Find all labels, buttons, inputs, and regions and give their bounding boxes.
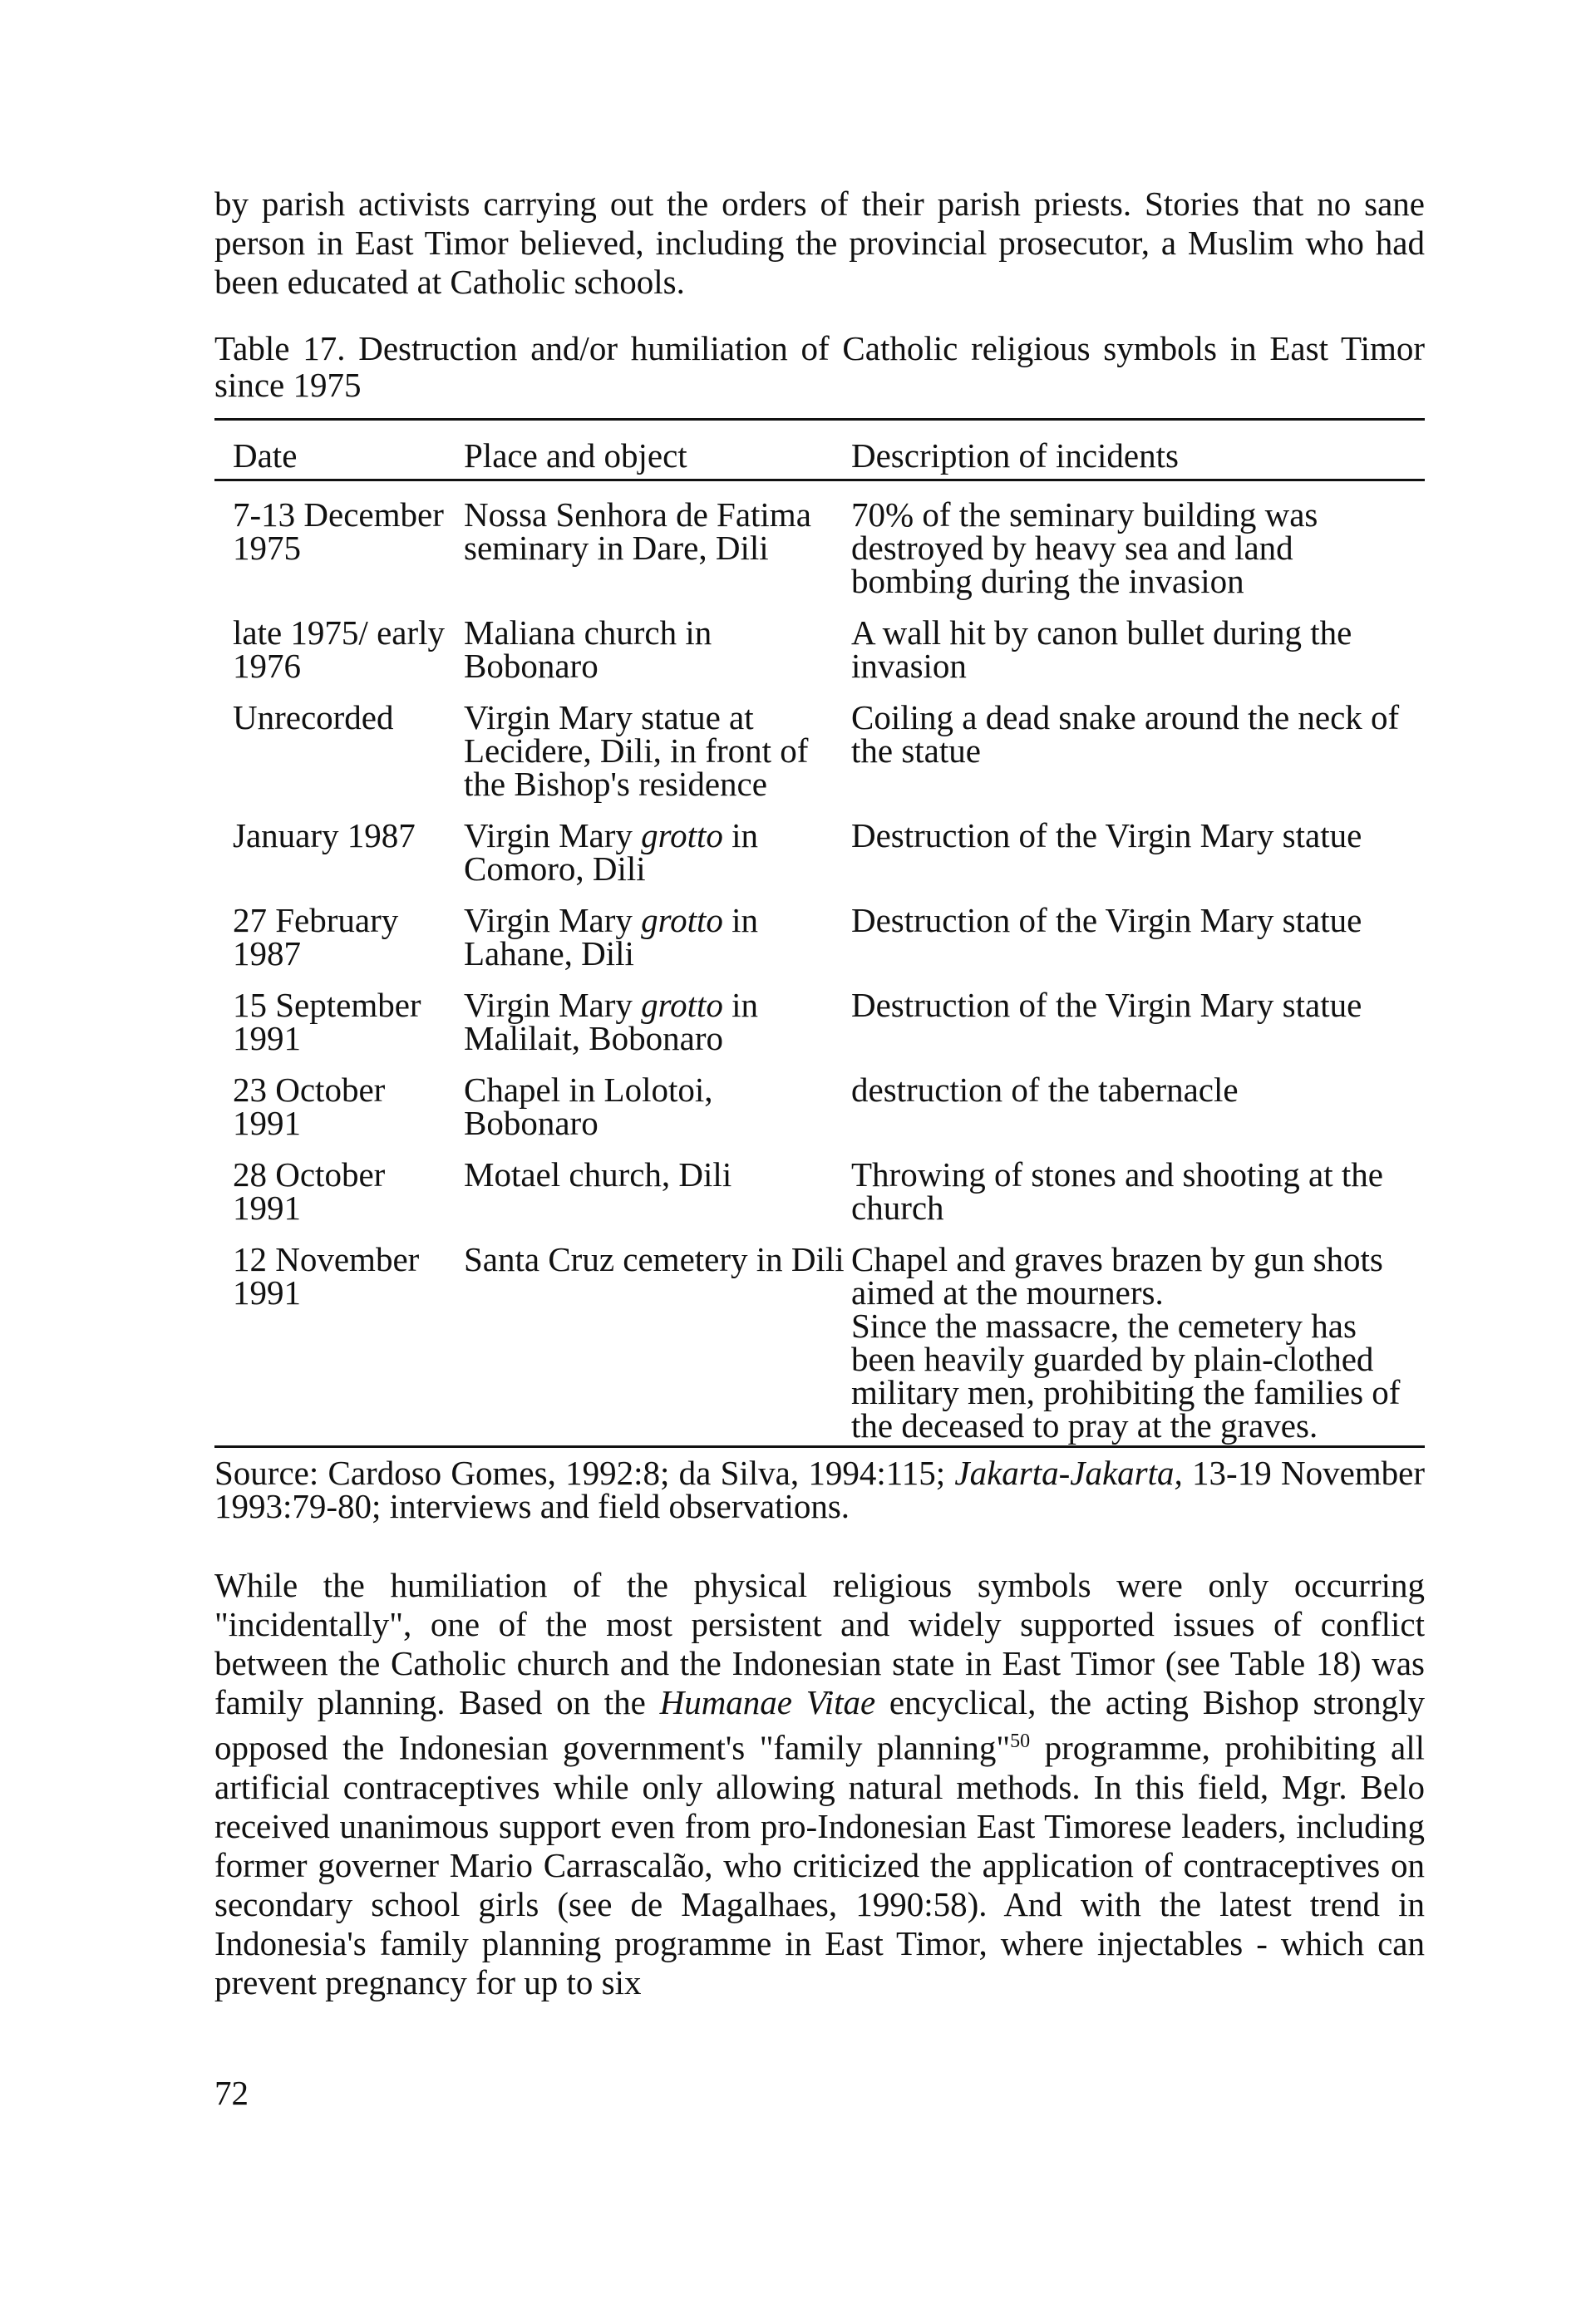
cell-description: 70% of the seminary building was destroyed by heavy sea and land bombing during the invasion — [851, 495, 1318, 600]
table-top-rule — [214, 418, 1425, 421]
cell-date: late 1975/ early 1976 — [233, 613, 446, 685]
page-number: 72 — [214, 2074, 249, 2112]
table-header-rule — [214, 479, 1425, 481]
footnote-marker: 50 — [1010, 1731, 1031, 1752]
cell-date: 15 September 1991 — [233, 986, 421, 1057]
table-row — [214, 1158, 1425, 1243]
table-source — [214, 1456, 1425, 1523]
page-content — [214, 185, 1425, 2002]
cell-description: Destruction of the Virgin Mary statue — [851, 986, 1362, 1024]
cell-place — [464, 903, 851, 988]
place-suffix: in Malilait, Bobonaro — [464, 986, 759, 1057]
body-part-3: programme, prohibiting all artificial contraceptives while only allowing natural methods. In this field, Mgr. Belo received unanimous support even from pro-Indonesian East Timorese leaders, including former governer Mario Carrascalão, who criticized the application of contraceptives on secondary school girls (see de Magalhaes, 1990:58). And with the latest trend in Indonesia's family planning programme in East Timor, where injectables - which can prevent pregnancy for up to six — [214, 1728, 1426, 2001]
table-row — [214, 988, 1425, 1073]
place-prefix: Virgin Mary — [464, 986, 633, 1024]
cell-place: Virgin Mary statue at Lecidere, Dili, in front of the Bishop's residence — [464, 698, 809, 803]
cell-place: Motael church, Dili — [464, 1155, 732, 1194]
cell-place: Nossa Senhora de Fatima seminary in Dare, Dili — [464, 495, 811, 567]
cell-place — [464, 816, 851, 903]
cell-description: A wall hit by canon bullet during the invasion — [851, 613, 1352, 685]
table-row — [214, 616, 1425, 701]
source-italic: Jakarta-Jakarta, — [954, 1454, 1183, 1492]
body-paragraph — [214, 1566, 1425, 2002]
header-description: Description of incidents — [851, 436, 1179, 475]
table-row — [214, 1243, 1425, 1445]
table-header-row — [214, 439, 1425, 479]
table-bottom-rule — [214, 1445, 1425, 1448]
place-prefix: Virgin Mary — [464, 901, 633, 939]
cell-description: Destruction of the Virgin Mary statue — [851, 816, 1362, 854]
place-italic: grotto — [641, 901, 723, 939]
table-row — [214, 701, 1425, 819]
header-date: Date — [233, 436, 298, 475]
cell-date: 27 February 1987 — [233, 901, 399, 972]
incidents-table — [214, 436, 1425, 1445]
table-row — [214, 903, 1425, 988]
table-row — [214, 498, 1425, 616]
description-line: Since the massacre, the cemetery has been heavily guarded by plain-clothed military men, prohibiting the families of the deceased to pray at the graves. — [851, 1307, 1401, 1445]
cell-date: 7-13 December 1975 — [233, 495, 444, 567]
table-caption: Table 17. Destruction and/or humiliation of Catholic religious symbols in East Timor since 1975 — [214, 329, 1425, 404]
cell-date: 23 October 1991 — [233, 1071, 386, 1142]
description-line: Chapel and graves brazen by gun shots aimed at the mourners. — [851, 1240, 1383, 1312]
body-italic: Humanae Vitae — [659, 1683, 876, 1721]
cell-date: Unrecorded — [233, 698, 394, 736]
cell-date: January 1987 — [233, 816, 416, 854]
cell-place — [464, 988, 851, 1073]
table-row — [214, 819, 1425, 903]
source-prefix: Source: Cardoso Gomes, 1992:8; da Silva, 1994:115; — [214, 1454, 946, 1492]
place-suffix: in Comoro, Dili — [464, 816, 759, 888]
body-part-1: While the humiliation of the physical religious symbols were only occurring "incidentally", one of the most persistent and widely supported issues of conflict between the Catholic church and the Indonesian state in East Timor (see Table 18) was family planning. Based on the — [214, 1566, 1425, 1721]
place-italic: grotto — [641, 986, 723, 1024]
cell-description — [851, 1240, 1425, 1445]
body-part-2: encyclical, the acting Bishop strongly opposed the Indonesian government's "family planning" — [214, 1683, 1426, 1767]
header-place: Place and object — [464, 436, 687, 475]
cell-date: 12 November 1991 — [233, 1240, 420, 1312]
cell-description: Destruction of the Virgin Mary statue — [851, 901, 1362, 939]
cell-place: Chapel in Lolotoi, Bobonaro — [464, 1071, 713, 1142]
cell-date: 28 October 1991 — [233, 1155, 386, 1227]
place-suffix: in Lahane, Dili — [464, 901, 759, 972]
cell-place: Maliana church in Bobonaro — [464, 613, 712, 685]
cell-description: Throwing of stones and shooting at the church — [851, 1155, 1383, 1227]
cell-description: destruction of the tabernacle — [851, 1071, 1239, 1109]
place-prefix: Virgin Mary — [464, 816, 633, 854]
source-suffix: 13-19 November 1993:79-80; interviews and field observations. — [214, 1454, 1426, 1525]
cell-place: Santa Cruz cemetery in Dili — [464, 1240, 845, 1278]
intro-paragraph: by parish activists carrying out the orders of their parish priests. Stories that no sane person in East Timor believed, including the provincial prosecutor, a Muslim who had been educated at Catholic schools. — [214, 185, 1425, 301]
table-row — [214, 1073, 1425, 1158]
cell-description: Coiling a dead snake around the neck of the statue — [851, 698, 1400, 770]
place-italic: grotto — [641, 816, 723, 854]
